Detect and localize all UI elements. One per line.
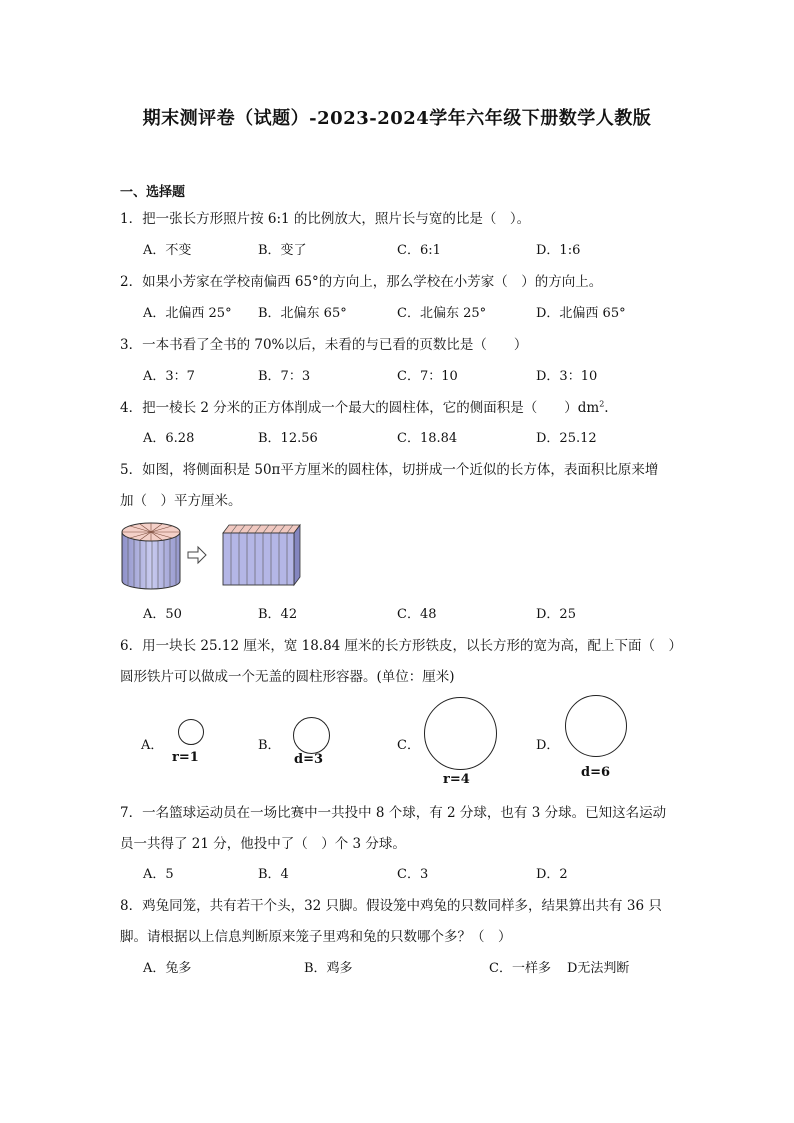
question-8-line2: 脚。请根据以上信息判断原来笼子里鸡和兔的只数哪个多？（ ） [120, 929, 512, 945]
option-c[interactable]: C．北偏东 25° [397, 306, 487, 321]
question-3: 3．一本书看了全书的 70%以后，未看的与已看的页数比是（ ） [120, 337, 528, 353]
option-d[interactable]: D．25.12 [536, 431, 597, 446]
page-title: 期末测评卷（试题）-2023-2024学年六年级下册数学人教版 [142, 108, 652, 129]
section-heading: 一、选择题 [120, 185, 186, 200]
option-a[interactable]: A．6.28 [143, 431, 195, 446]
option-c[interactable]: C．3 [397, 867, 429, 882]
circle-icon [178, 719, 204, 745]
question-8-line1: 8．鸡兔同笼，共有若干个头，32 只脚。假设笼中鸡兔的只数同样多，结果算出共有 36 只 [120, 898, 662, 914]
option-c[interactable]: C．7：10 [397, 369, 458, 384]
circle-icon [293, 717, 330, 754]
question-6-line2: 圆形铁片可以做成一个无盖的圆柱形容器。(单位：厘米) [120, 669, 455, 685]
arrow-right-icon [188, 547, 206, 563]
question-1: 1．把一张长方形照片按 6:1 的比例放大，照片长与宽的比是（ ）。 [120, 211, 531, 227]
cuboid-icon [223, 525, 300, 585]
option-d[interactable]: D无法判断 [567, 961, 630, 976]
question-2: 2．如果小芳家在学校南偏西 65°的方向上，那么学校在小芳家（ ）的方向上。 [120, 274, 603, 290]
cylinder-to-cuboid-figure [118, 519, 303, 591]
option-letter: B． [258, 738, 281, 753]
question-7-line1: 7．一名篮球运动员在一场比赛中一共投中 8 个球，有 2 分球，也有 3 分球。已知这名运动 [120, 805, 667, 821]
option-b[interactable]: B．变了 [258, 243, 307, 258]
question-5-line2: 加（ ）平方厘米。 [120, 493, 242, 509]
question-6-line1: 6．用一块长 25.12 厘米，宽 18.84 厘米的长方形铁皮，以长方形的宽为高，配上下面（ ） [120, 638, 683, 654]
option-a[interactable]: A．不变 [143, 243, 192, 258]
option-c[interactable]: C．一样多 [489, 961, 551, 976]
question-7-line2: 员一共得了 21 分，他投中了（ ）个 3 分球。 [120, 836, 406, 852]
option-c[interactable]: C．18.84 [397, 431, 458, 446]
option-a[interactable]: A．3：7 [143, 369, 195, 384]
circle-icon [565, 695, 627, 757]
circle-label: d=3 [294, 752, 324, 767]
option-d[interactable]: D．25 [536, 607, 576, 622]
option-d[interactable]: D．北偏西 65° [536, 306, 626, 321]
circle-label: r=4 [443, 772, 470, 787]
option-b[interactable]: B．4 [258, 867, 289, 882]
question-4-exponent: 2 [599, 399, 605, 409]
option-b[interactable]: B．鸡多 [304, 961, 353, 976]
option-a[interactable]: A．兔多 [143, 961, 192, 976]
question-4-text: 4．把一棱长 2 分米的正方体削成一个最大的圆柱体，它的侧面积是（ ）dm [120, 400, 600, 416]
circle-icon [424, 697, 497, 770]
option-a[interactable]: A．5 [143, 867, 174, 882]
option-letter: D． [536, 738, 560, 753]
question-5-line1: 5．如图，将侧面积是 50π平方厘米的圆柱体，切拼成一个近似的长方体，表面积比原来增 [120, 462, 659, 478]
option-letter: A． [141, 738, 164, 753]
question-4-end: . [604, 400, 609, 416]
option-d[interactable]: D．3：10 [536, 369, 598, 384]
option-d[interactable]: D．2 [536, 867, 568, 882]
circle-label: d=6 [581, 765, 611, 780]
option-c[interactable]: C．6:1 [397, 243, 441, 258]
option-letter: C． [397, 738, 420, 753]
option-b[interactable]: B．北偏东 65° [258, 306, 347, 321]
option-b[interactable]: B．42 [258, 607, 298, 622]
option-b[interactable]: B．12.56 [258, 431, 318, 446]
circle-label: r=1 [172, 750, 199, 765]
option-b[interactable]: B．7：3 [258, 369, 311, 384]
question-4 [120, 396, 609, 416]
option-d[interactable]: D．1:6 [536, 243, 581, 258]
option-a[interactable]: A．北偏西 25° [143, 306, 232, 321]
option-c[interactable]: C．48 [397, 607, 437, 622]
option-a[interactable]: A．50 [143, 607, 182, 622]
